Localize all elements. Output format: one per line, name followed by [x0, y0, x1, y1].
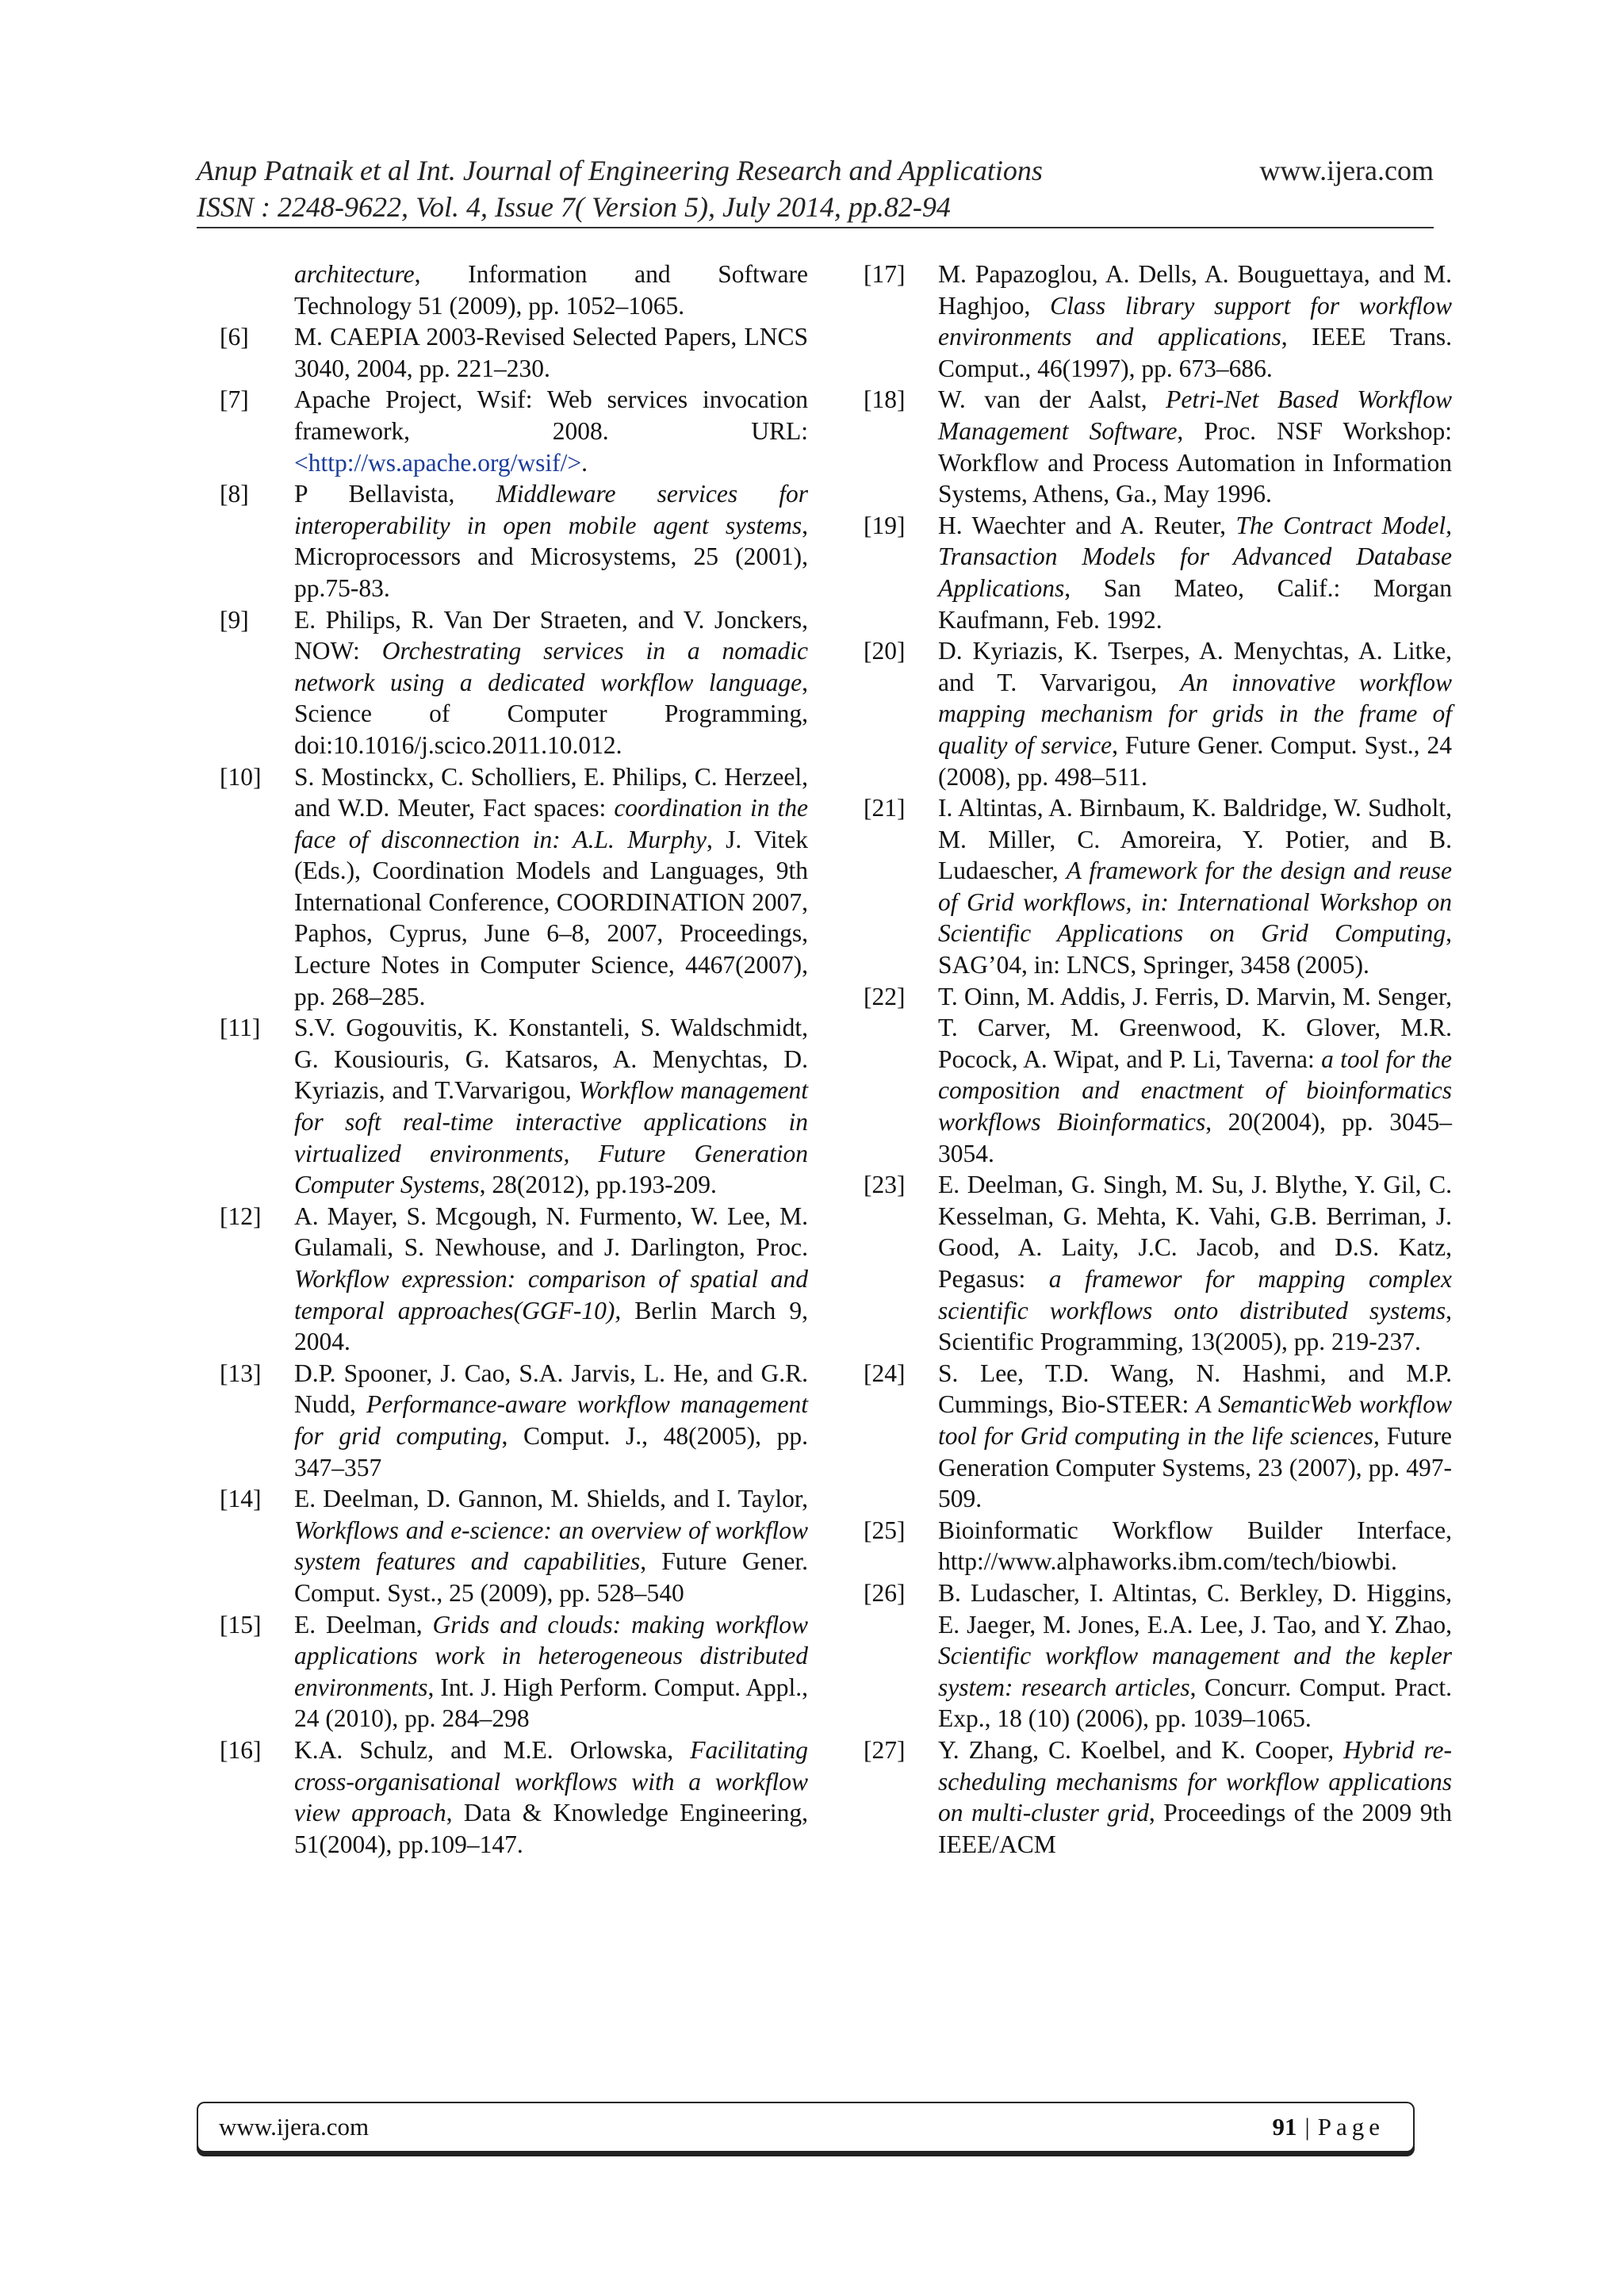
- reference-part: , Scientific Programming, 13(2005), pp. 219-237.: [938, 1296, 1452, 1356]
- reference-item: [220, 1358, 808, 1483]
- reference-part: E. Deelman, D. Gannon, M. Shields, and I. Taylor,: [294, 1485, 808, 1513]
- reference-item: [864, 981, 1452, 1170]
- reference-text: [294, 321, 808, 384]
- reference-part: A SemanticWeb workflow tool for Grid computing in the life sciences: [938, 1390, 1453, 1450]
- reference-number: [6]: [220, 323, 249, 351]
- reference-part: Grids and clouds: making workflow applications work in heterogeneous distributed environments: [294, 1610, 808, 1701]
- page-indicator: [1273, 2113, 1385, 2141]
- reference-item: [220, 478, 808, 604]
- reference-number: [25]: [864, 1516, 906, 1544]
- reference-item: [220, 604, 808, 761]
- reference-list-right: [864, 259, 1452, 1860]
- journal-url[interactable]: www.ijera.com: [1259, 155, 1434, 186]
- reference-text: [294, 604, 808, 761]
- reference-text: [294, 1012, 808, 1201]
- reference-continuation: [294, 259, 808, 321]
- reference-part: E. Deelman,: [294, 1610, 433, 1639]
- reference-item: [864, 1515, 1452, 1577]
- reference-part: , 20(2004), pp. 3045–3054.: [938, 1108, 1452, 1167]
- reference-item: [220, 384, 808, 478]
- reference-item: [864, 635, 1452, 792]
- reference-list-left: [220, 321, 808, 1860]
- reference-part: An innovative workflow mapping mechanism for grids in the frame of quality of service: [938, 668, 1452, 759]
- reference-text: [294, 478, 808, 604]
- reference-item: [864, 1577, 1452, 1734]
- reference-number: [24]: [864, 1359, 906, 1387]
- reference-item: [864, 1169, 1452, 1358]
- reference-part: , Future Gener. Comput. Syst., 24 (2008), pp. 498–511.: [938, 730, 1452, 791]
- reference-part: Petri-Net Based Workflow Management Software: [938, 385, 1452, 445]
- page-footer: [197, 2102, 1415, 2152]
- reference-part: coordination in the face of disconnection in: A.L. Murphy: [294, 794, 808, 853]
- reference-number: [10]: [220, 762, 262, 791]
- page-number: 91: [1272, 2113, 1297, 2141]
- reference-number: [16]: [220, 1735, 262, 1764]
- reference-number: [18]: [864, 385, 906, 414]
- reference-part: I. Altintas, A. Birnbaum, K. Baldridge, W. Sudholt, M. Miller, C. Amoreira, Y. Potier, and B. Ludaescher,: [938, 794, 1452, 885]
- reference-number: [14]: [220, 1485, 262, 1513]
- reference-number: [7]: [220, 385, 249, 414]
- page-header: [197, 152, 1434, 225]
- reference-text: [938, 1358, 1452, 1515]
- reference-number: [17]: [864, 260, 906, 288]
- reference-text: [294, 1358, 808, 1483]
- reference-part: , J. Vitek (Eds.), Coordination Models and Languages, 9th International Conference, COORDINATION 2007, Paphos, Cyprus, June 6–8, 2007, Proceedings, Lecture Notes in Computer Science, 4467(2007), pp. 268–285.: [294, 825, 809, 1010]
- reference-text: [938, 259, 1452, 384]
- reference-item: [864, 1734, 1452, 1860]
- reference-text: [938, 1515, 1452, 1577]
- reference-part: , Science of Computer Programming, doi:10.1016/j.scico.2011.10.012.: [294, 668, 808, 759]
- reference-part: Hybrid re-scheduling mechanisms for workflow applications on multi-cluster grid: [938, 1735, 1452, 1827]
- reference-part: , 28(2012), pp.193-209.: [479, 1171, 717, 1199]
- reference-number: [8]: [220, 480, 249, 508]
- reference-part: , Proceedings of the 2009 9th IEEE/ACM: [938, 1799, 1452, 1858]
- reference-number: [11]: [220, 1014, 261, 1042]
- reference-number: [22]: [864, 982, 906, 1010]
- reference-number: [20]: [864, 637, 906, 665]
- page-label: Page: [1317, 2113, 1385, 2141]
- reference-part: [294, 260, 808, 320]
- reference-item: [220, 761, 808, 1013]
- page-separator: |: [1304, 2113, 1310, 2141]
- reference-item: [220, 1483, 808, 1608]
- reference-number: [15]: [220, 1610, 262, 1639]
- reference-text: [938, 981, 1452, 1170]
- reference-item: [864, 1358, 1452, 1515]
- reference-part: Orchestrating services in a nomadic network using a dedicated workflow language: [294, 637, 808, 696]
- reference-part: Performance-aware workflow management for grid computing: [294, 1390, 808, 1450]
- reference-text: [938, 384, 1452, 509]
- reference-item: [864, 384, 1452, 509]
- journal-citation: Anup Patnaik et al Int. Journal of Engineering Research and Applications: [197, 155, 1043, 186]
- reference-part: D. Kyriazis, K. Tserpes, A. Menychtas, A. Litke, and T. Varvarigou,: [938, 637, 1452, 696]
- reference-part: architecture: [294, 260, 415, 288]
- reference-part: K.A. Schulz, and M.E. Orlowska,: [294, 1735, 691, 1764]
- reference-text: [294, 1201, 808, 1358]
- reference-text: [938, 1734, 1452, 1860]
- reference-part: , Concurr. Comput. Pract. Exp., 18 (10) (2006), pp. 1039–1065.: [938, 1673, 1452, 1733]
- reference-text: [294, 384, 808, 478]
- reference-number: [26]: [864, 1578, 906, 1607]
- reference-part: , SAG’04, in: LNCS, Springer, 3458 (2005).: [938, 919, 1452, 979]
- reference-item: [220, 1201, 808, 1358]
- reference-number: [27]: [864, 1735, 906, 1764]
- reference-part: , Comput. J., 48(2005), pp. 347–357: [294, 1421, 808, 1481]
- reference-part: , San Mateo, Calif.: Morgan Kaufmann, Feb. 1992.: [938, 573, 1452, 634]
- reference-text: [938, 1169, 1452, 1358]
- reference-number: [21]: [864, 794, 906, 822]
- reference-part: A framework for the design and reuse of Grid workflows, in: International Workshop on Scientific Applications on Grid Computing: [938, 857, 1452, 948]
- reference-text: [938, 510, 1452, 635]
- reference-item: [220, 1012, 808, 1201]
- header-row-1: [197, 152, 1434, 189]
- reference-item: [864, 510, 1452, 635]
- footer-url[interactable]: www.ijera.com: [219, 2113, 370, 2141]
- reference-part: E. Deelman, G. Singh, M. Su, J. Blythe, Y. Gil, C. Kesselman, G. Mehta, K. Vahi, G.B. Berriman, J. Good, A. Laity, J.C. Jacob, and D.S. Katz, Pegasus:: [938, 1171, 1452, 1293]
- reference-item: [864, 259, 1452, 384]
- reference-part: A. Mayer, S. Mcgough, N. Furmento, W. Lee, M. Gulamali, S. Newhouse, and J. Darlington, Proc.: [294, 1202, 808, 1262]
- reference-item: [220, 321, 808, 384]
- reference-text: [294, 1734, 808, 1860]
- reference-item: [220, 1734, 808, 1860]
- reference-part: P Bellavista,: [294, 480, 496, 508]
- reference-part: Class library support for workflow environments and applications: [938, 291, 1452, 351]
- reference-part: H. Waechter and A. Reuter,: [938, 511, 1236, 539]
- reference-part: , Information and Software Technology 51 (2009), pp. 1052–1065.: [294, 260, 808, 320]
- reference-part: Bioinformatic Workflow Builder Interface, http://www.alphaworks.ibm.com/tech/biowbi.: [938, 1516, 1452, 1576]
- issn-line: ISSN : 2248-9622, Vol. 4, Issue 7( Version 5), July 2014, pp.82-94: [197, 191, 951, 223]
- reference-part: , Int. J. High Perform. Comput. Appl., 24 (2010), pp. 284–298: [294, 1673, 808, 1733]
- reference-part: Y. Zhang, C. Koelbel, and K. Cooper,: [938, 1735, 1344, 1764]
- reference-part: a framewor for mapping complex scientific workflows onto distributed systems: [938, 1265, 1453, 1324]
- reference-part: M. Papazoglou, A. Dells, A. Bouguettaya, and M. Haghjoo,: [938, 260, 1452, 320]
- reference-number: [13]: [220, 1359, 262, 1387]
- reference-number: [9]: [220, 605, 249, 634]
- reference-part: , Microprocessors and Microsystems, 25 (2001), pp.75-83.: [294, 511, 808, 602]
- reference-text: [294, 1483, 808, 1608]
- reference-text: [294, 1609, 808, 1734]
- reference-part: E. Philips, R. Van Der Straeten, and V. Jonckers, NOW:: [294, 605, 808, 665]
- references-right-column: [864, 259, 1452, 1860]
- reference-part: a tool for the composition and enactment of bioinformatics workflows Bioinformatics: [938, 1045, 1452, 1137]
- reference-part: S. Lee, T.D. Wang, N. Hashmi, and M.P. Cummings, Bio-STEER:: [938, 1359, 1452, 1419]
- reference-text: [294, 761, 808, 1013]
- reference-link[interactable]: <http://ws.apache.org/wsif/>: [294, 448, 582, 477]
- references-left-column: [220, 259, 808, 1860]
- reference-item: [220, 1609, 808, 1734]
- header-divider: [197, 227, 1434, 228]
- reference-part: M. CAEPIA 2003-Revised Selected Papers, LNCS 3040, 2004, pp. 221–230.: [294, 323, 808, 382]
- reference-part: , IEEE Trans. Comput., 46(1997), pp. 673–686.: [938, 323, 1452, 382]
- header-row-2: [197, 189, 1434, 225]
- reference-part: .: [581, 448, 588, 477]
- reference-part: Berlin March 9, 2004.: [294, 1296, 808, 1356]
- reference-part: The Contract Model, Transaction Models for Advanced Database Applications: [938, 511, 1453, 602]
- reference-part: Apache Project, Wsif: Web services invocation framework, 2008. URL:: [294, 385, 808, 445]
- reference-part: , Proc. NSF Workshop: Workflow and Process Automation in Information Systems, Athens, Ga., May 1996.: [938, 416, 1452, 508]
- reference-item: [864, 792, 1452, 981]
- reference-part: W. van der Aalst,: [938, 385, 1166, 414]
- reference-part: Facilitating cross-organisational workflows with a workflow view approach: [294, 1735, 808, 1827]
- reference-text: [938, 792, 1452, 981]
- reference-number: [12]: [220, 1202, 262, 1230]
- reference-part: Middleware services for interoperability in open mobile agent systems: [294, 480, 808, 539]
- reference-text: [938, 1577, 1452, 1734]
- reference-number: [19]: [864, 511, 906, 539]
- reference-part: Workflow expression: comparison of spatial and temporal approaches(GGF-10),: [294, 1265, 808, 1324]
- reference-part: Workflows and e-science: an overview of workflow system features and capabilities: [294, 1516, 808, 1576]
- reference-part: Workflow management for soft real-time interactive applications in virtualized environments, Future Generation Computer Systems: [294, 1076, 809, 1199]
- reference-part: D.P. Spooner, J. Cao, S.A. Jarvis, L. He, and G.R. Nudd,: [294, 1359, 808, 1419]
- reference-part: , Future Generation Computer Systems, 23 (2007), pp. 497-509.: [938, 1421, 1453, 1513]
- reference-part: T. Oinn, M. Addis, J. Ferris, D. Marvin, M. Senger, T. Carver, M. Greenwood, K. Glover, M.R. Pocock, A. Wipat, and P. Li, Taverna:: [938, 982, 1452, 1073]
- reference-part: B. Ludascher, I. Altintas, C. Berkley, D. Higgins, E. Jaeger, M. Jones, E.A. Lee, J. Tao, and Y. Zhao,: [938, 1578, 1452, 1639]
- reference-part: S.V. Gogouvitis, K. Konstanteli, S. Waldschmidt, G. Kousiouris, G. Katsaros, A. Menychtas, D. Kyriazis, and T.Varvarigou,: [294, 1014, 808, 1105]
- reference-part: , Data & Knowledge Engineering, 51(2004), pp.109–147.: [294, 1799, 809, 1858]
- reference-text: [938, 635, 1452, 792]
- reference-number: [23]: [864, 1171, 906, 1199]
- reference-part: Scientific workflow management and the kepler system: research articles: [938, 1642, 1452, 1701]
- reference-part: S. Mostinckx, C. Scholliers, E. Philips, C. Herzeel, and W.D. Meuter, Fact spaces:: [294, 762, 808, 822]
- reference-part: , Future Gener. Comput. Syst., 25 (2009), pp. 528–540: [294, 1547, 808, 1607]
